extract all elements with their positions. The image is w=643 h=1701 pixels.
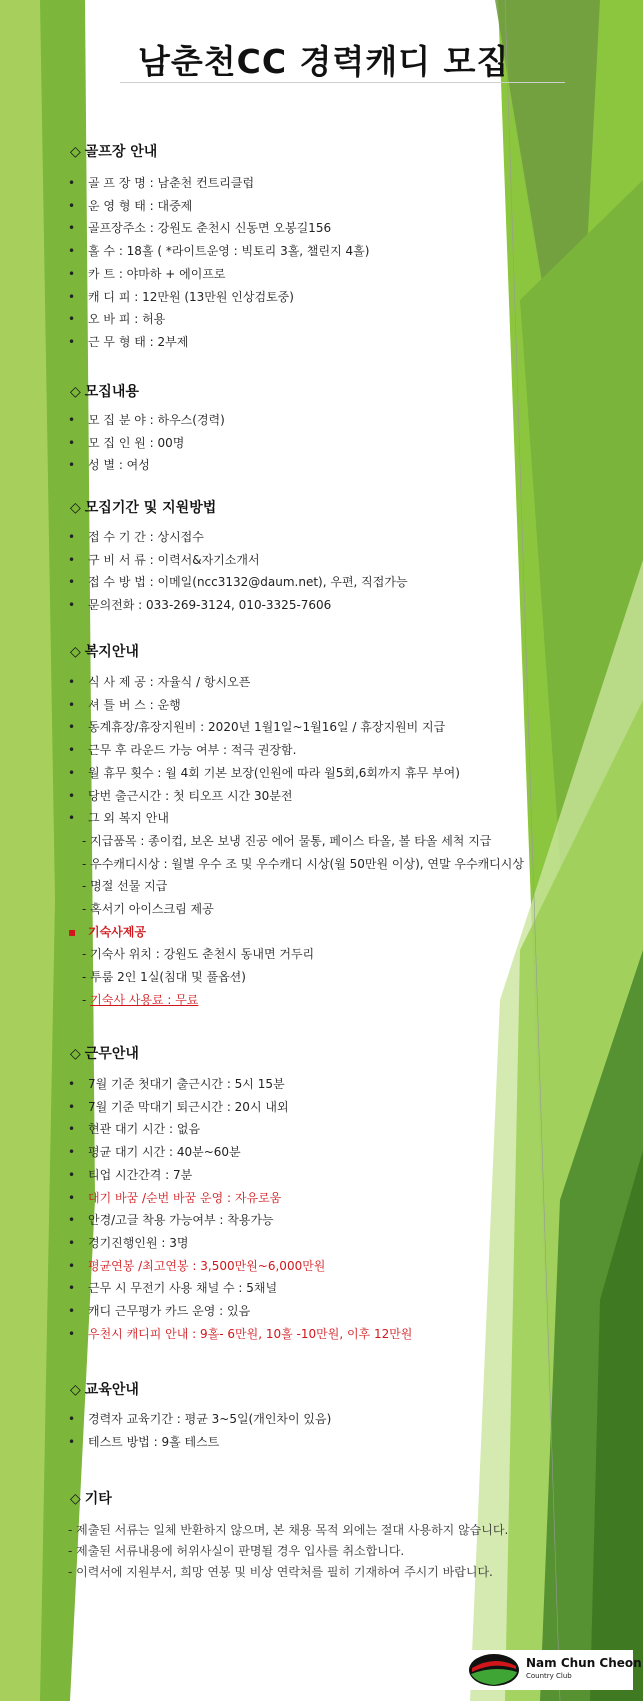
list-item: - 제출된 서류내용에 허위사실이 판명될 경우 입사를 취소합니다. [68,1544,405,1558]
section-heading-recruit: ◇ 모집내용 [70,384,139,400]
list-item: • 카 트 : 야마하 + 에이프로 [68,263,369,286]
logo-subtitle: Country Club [526,1672,572,1680]
list-item: • 캐디 근무평가 카드 운영 : 있음 [68,1300,412,1323]
club-emblem-icon [468,1653,520,1687]
list-item: • 오 바 피 : 허용 [68,308,369,331]
list-item: • 식 사 제 공 : 자율식 / 항시오픈 [68,671,524,694]
diamond-icon: ◇ [70,1382,81,1398]
list-item: • 경기진행인원 : 3명 [68,1232,412,1255]
list-item: • 접 수 방 법 : 이메일(ncc3132@daum.net), 우편, 직접가능 [68,571,408,594]
list-item: - 우수캐디시상 : 월별 우수 조 및 우수캐디 시상(월 50만원 이상), 연말 우수캐디시상 [82,856,524,871]
section-heading-work: ◇ 근무안내 [70,1046,139,1062]
golf-info-list [68,172,369,354]
club-logo [468,1650,642,1690]
list-item: • 7월 기준 막대기 퇴근시간 : 20시 내외 [68,1096,412,1119]
dorm-heading: ▪ 기숙사제공 [68,921,524,944]
list-item: • 구 비 서 류 : 이력서&자기소개서 [68,549,408,572]
list-item: - 지급품목 : 종이컵, 보온 보냉 진공 에어 물통, 페이스 타올, 볼 타올 세척 지급 [82,833,492,848]
list-item: • 캐 디 피 : 12만원 (13만원 인상검토중) [68,286,369,309]
section-heading-golf: ◇ 골프장 안내 [70,144,158,160]
title-divider [120,82,565,83]
page-title: 남춘천CC 경력캐디 모집 [138,42,510,81]
list-item: - 제출된 서류는 일체 반환하지 않으며, 본 채용 목적 외에는 절대 사용하지 않습니다. [68,1523,509,1537]
logo-name: Nam Chun Cheon [526,1656,642,1670]
list-item: • 대기 바꿈 /순번 바꿈 운영 : 자유로움 [68,1187,412,1210]
diamond-icon: ◇ [70,500,81,516]
list-item: • 우천시 캐디피 안내 : 9홀- 6만원, 10홀 -10만원, 이후 12만원 [68,1323,412,1346]
list-item: • 동계휴장/휴장지원비 : 2020년 1월1일~1월16일 / 휴장지원비 지급 [68,716,524,739]
list-item: • 홀 수 : 18홀 ( *라이트운영 : 빅토리 3홀, 챌린지 4홀) [68,240,369,263]
list-item: • 7월 기준 첫대기 출근시간 : 5시 15분 [68,1073,412,1096]
list-item: • 성 별 : 여성 [68,454,225,477]
list-item: • 평균연봉 /최고연봉 : 3,500만원~6,000만원 [68,1255,412,1278]
diamond-icon: ◇ [70,144,81,160]
apply-info-list [68,526,408,617]
list-item: • 골프장주소 : 강원도 춘천시 신동면 오봉길156 [68,217,369,240]
list-item: - 혹서기 아이스크림 제공 [82,902,214,917]
list-item: • 모 집 인 원 : 00명 [68,432,225,455]
section-heading-etc: ◇ 기타 [70,1491,112,1507]
list-item: - 투룸 2인 1실(침대 및 풀옵션) [82,970,246,985]
welfare-info-list [68,671,524,1012]
etc-notes-list [68,1520,508,1583]
section-heading-edu: ◇ 교육안내 [70,1382,139,1398]
list-item: • 평균 대기 시간 : 40분~60분 [68,1141,412,1164]
list-item: • 테스트 방법 : 9홀 테스트 [68,1431,331,1454]
dorm-fee-item: - 기숙사 사용료 : 무료 [82,992,199,1007]
list-item: • 골 프 장 명 : 남춘천 컨트리클럽 [68,172,369,195]
list-item: • 근 무 형 태 : 2부제 [68,331,369,354]
list-item: • 근무 시 무전기 사용 채널 수 : 5채널 [68,1277,412,1300]
list-item: • 접 수 기 간 : 상시접수 [68,526,408,549]
diamond-icon: ◇ [70,644,81,660]
section-heading-welfare: ◇ 복지안내 [70,644,139,660]
recruit-info-list [68,409,225,477]
diamond-icon: ◇ [70,1046,81,1062]
edu-info-list [68,1408,331,1453]
list-item: • 현관 대기 시간 : 없음 [68,1118,412,1141]
list-item: • 경력자 교육기간 : 평균 3~5일(개인차이 있음) [68,1408,331,1431]
list-item: • 문의전화 : 033-269-3124, 010-3325-7606 [68,594,408,617]
list-item: - 명절 선물 지급 [82,879,168,894]
list-item: • 티업 시간간격 : 7분 [68,1164,412,1187]
list-item: • 월 휴무 횟수 : 월 4회 기본 보장(인원에 따라 월5회,6회까지 휴무 부여) [68,762,524,785]
list-item: • 모 집 분 야 : 하우스(경력) [68,409,225,432]
work-info-list [68,1073,412,1345]
list-item: • 셔 틀 버 스 : 운행 [68,694,524,717]
list-item: • 당번 출근시간 : 첫 티오프 시간 30분전 [68,785,524,808]
list-item: • 근무 후 라운드 가능 여부 : 적극 권장함. [68,739,524,762]
list-item: - 기숙사 위치 : 강원도 춘천시 동내면 거두리 [82,947,315,962]
list-item: • 그 외 복지 안내 [68,807,524,830]
dorm-fee-text: 기숙사 사용료 : 무료 [90,992,199,1007]
diamond-icon: ◇ [70,384,81,400]
list-item: - 이력서에 지원부서, 희망 연봉 및 비상 연락처를 필히 기재하여 주시기 바랍니다. [68,1565,493,1579]
diamond-icon: ◇ [70,1491,81,1507]
list-item: • 운 영 형 태 : 대중제 [68,195,369,218]
list-item: • 안경/고글 착용 가능여부 : 착용가능 [68,1209,412,1232]
section-heading-apply: ◇ 모집기간 및 지원방법 [70,500,217,516]
